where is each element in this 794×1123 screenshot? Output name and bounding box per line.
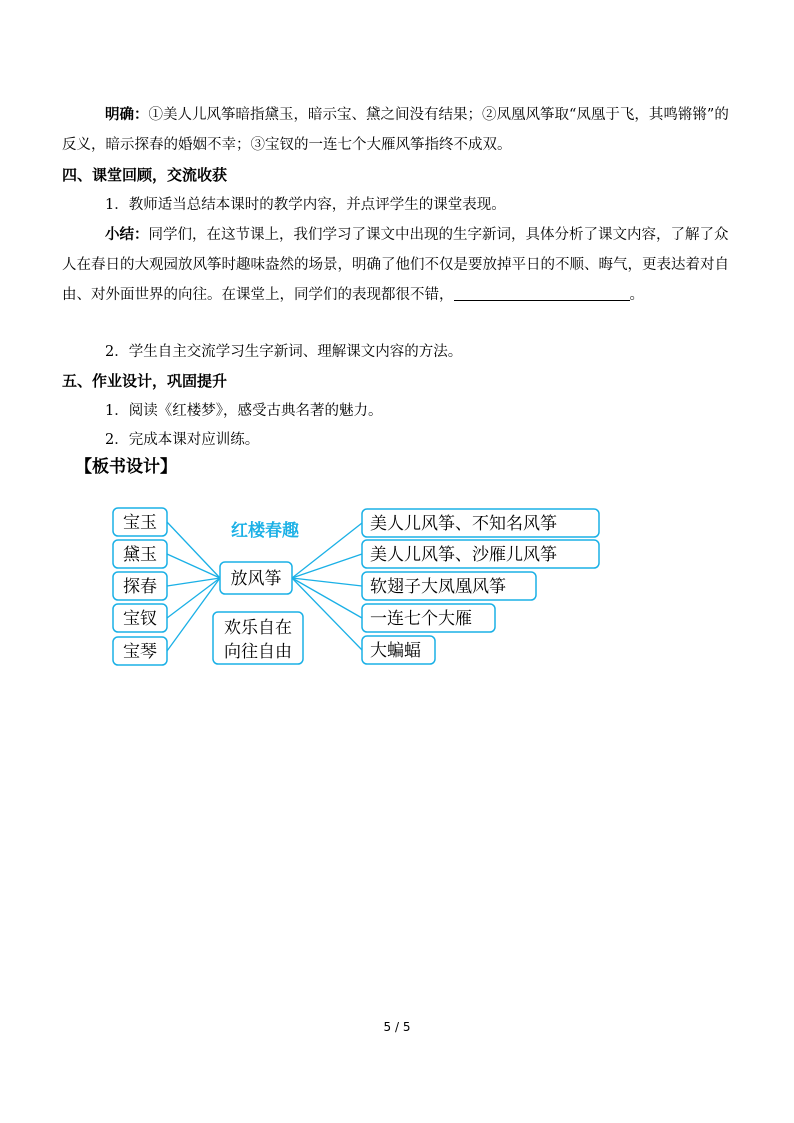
bottom-box-line1: 欢乐自在: [224, 618, 292, 638]
connector-line: [167, 554, 220, 578]
right-box: [362, 604, 495, 632]
right-box: [362, 540, 599, 568]
mingque-text: ①美人儿风筝暗指黛玉，暗示宝、黛之间没有结果；②凤凰风筝取“凤凰于飞，其鸣锵锵”的反义，暗示探春的婚姻不幸；③宝钗的一连七个大雁风筝指终不成双。: [62, 107, 729, 153]
left-box: [113, 572, 167, 600]
right-box: [362, 636, 435, 664]
summary-end: 。: [629, 287, 644, 303]
left-box-label: 宝钗: [123, 609, 157, 629]
left-box-label: 探春: [123, 577, 157, 597]
right-box-label: 软翅子大凤凰风筝: [370, 577, 506, 597]
right-box-label: 美人儿风筝、不知名风筝: [370, 514, 557, 534]
right-box: [362, 509, 599, 537]
section5-item1: 1．阅读《红楼梦》，感受古典名著的魅力。: [105, 403, 383, 419]
section5-heading: 五、作业设计，巩固提升: [62, 372, 228, 390]
section4-heading: 四、课堂回顾，交流收获: [62, 166, 228, 184]
left-box-label: 宝琴: [123, 642, 157, 662]
left-box: [113, 637, 167, 665]
board-title: 【板书设计】: [75, 457, 177, 477]
right-box: [362, 572, 536, 600]
connector-line: [167, 578, 220, 651]
left-box: [113, 604, 167, 632]
connector-line: [292, 578, 362, 618]
right-box-label: 一连七个大雁: [370, 609, 472, 629]
connector-line: [292, 554, 362, 578]
connector-line: [292, 578, 362, 586]
left-box-label: 宝玉: [123, 513, 157, 533]
right-box-label: 大蝙蝠: [370, 641, 421, 661]
center-box: [220, 562, 292, 594]
left-box-label: 黛玉: [123, 545, 157, 565]
left-box: [113, 508, 167, 536]
mingque-label: 明确：: [105, 107, 149, 123]
summary-label: 小结：: [105, 227, 149, 243]
diagram-title: 红楼春趣: [231, 521, 299, 541]
connector-line: [167, 578, 220, 618]
page-number: 5 / 5: [383, 1020, 411, 1034]
bottom-box: [213, 612, 303, 664]
section5-item2: 2．完成本课对应训练。: [105, 432, 260, 448]
left-box: [113, 540, 167, 568]
connector-line: [292, 523, 362, 578]
section4-item2: 2．学生自主交流学习生字新词、理解课文内容的方法。: [105, 344, 463, 360]
connector-line: [167, 522, 220, 578]
right-box-label: 美人儿风筝、沙雁儿风筝: [370, 545, 557, 565]
center-box-label: 放风筝: [230, 569, 282, 589]
summary-text: 同学们，在这节课上，我们学习了课文中出现的生字新词，具体分析了课文内容，了解了众人在春日的大观园放风筝时趣味盎然的场景，明确了他们不仅是要放掉平日的不顺、晦气，更表达着对自由、对外面世界的向往。在课堂上，同学们的表现都很不错，: [62, 227, 729, 303]
section4-item1: 1．教师适当总结本课时的教学内容，并点评学生的课堂表现。: [105, 197, 506, 213]
bottom-box-line2: 向往自由: [224, 642, 292, 662]
